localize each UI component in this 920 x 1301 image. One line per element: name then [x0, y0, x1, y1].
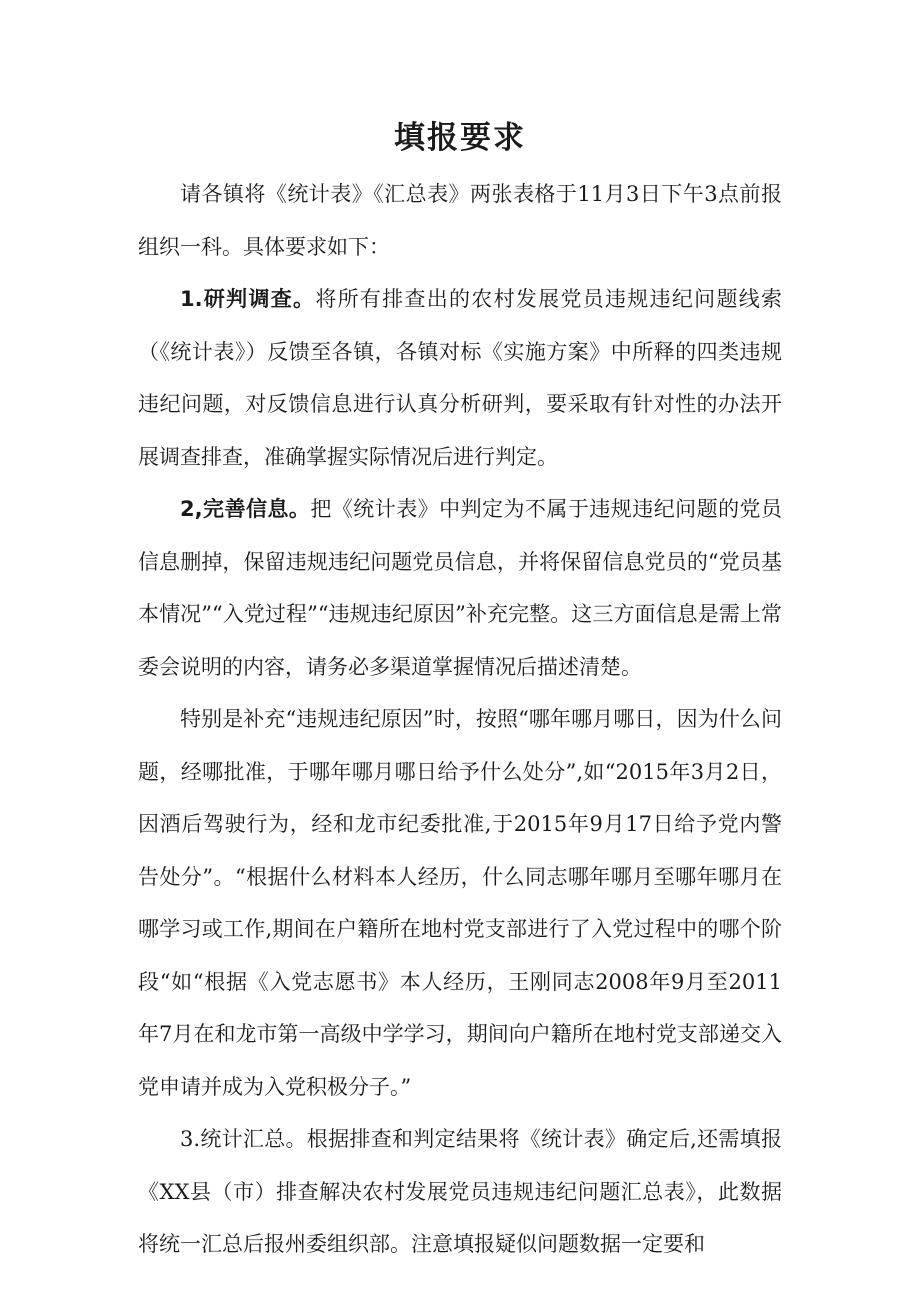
paragraph-improve-info-heading: 2,完善信息。	[180, 497, 311, 521]
paragraph-research-heading: 1.研判调查。	[180, 287, 316, 311]
paragraph-intro	[138, 168, 782, 273]
paragraph-supplement-reason	[138, 693, 782, 1113]
paragraph-improve-info-text: 把《统计表》中判定为不属于违规违纪问题的党员信息删掉，保留违规违纪问题党员信息，并将保留信息党员的“党员基本情况”“入党过程”“违规违纪原因”补充完整。这三方面信息是需上常委会说明的内容，请务必多渠道掌握情况后描述清楚。	[138, 497, 783, 679]
document-title: 填报要求	[394, 120, 526, 156]
document-body	[138, 168, 782, 1271]
paragraph-supplement-reason-text: 特别是补充“违规违纪原因”时，按照“哪年哪月哪日，因为什么问题，经哪批准，于哪年哪月哪日给予什么处分”,如“2015年3月2日，因酒后驾驶行为，经和龙市纪委批准,于2015年9月17日给予党内警告处分”。“根据什么材料本人经历，什么同志哪年哪月至哪年哪月在哪学习或工作,期间在户籍所在地村党支部进行了入党过程中的哪个阶段“如“根据《入党志愿书》本人经历，王刚同志2008年9月至2011年7月在和龙市第一高级中学学习，期间向户籍所在地村党支部递交入党申请并成为入党积极分子。”	[138, 707, 782, 1099]
paragraph-statistics-text: 3.统计汇总。根据排查和判定结果将《统计表》确定后,还需填报《XX县（市）排查解决农村发展党员违规违纪问题汇总表》，此数据将统一汇总后报州委组织部。注意填报疑似问题数据一定要和	[138, 1127, 782, 1256]
paragraph-statistics	[138, 1113, 782, 1271]
paragraph-research	[138, 273, 782, 483]
paragraph-intro-text: 请各镇将《统计表》《汇总表》两张表格于11月3日下午3点前报组织一科。具体要求如下：	[138, 182, 782, 259]
paragraph-improve-info	[138, 483, 782, 693]
paragraph-research-text: 将所有排查出的农村发展党员违规违纪问题线索（《统计表》）反馈至各镇，各镇对标《实施方案》中所释的四类违规违纪问题，对反馈信息进行认真分析研判，要采取有针对性的办法开展调查排查，准确掌握实际情况后进行判定。	[138, 287, 783, 469]
